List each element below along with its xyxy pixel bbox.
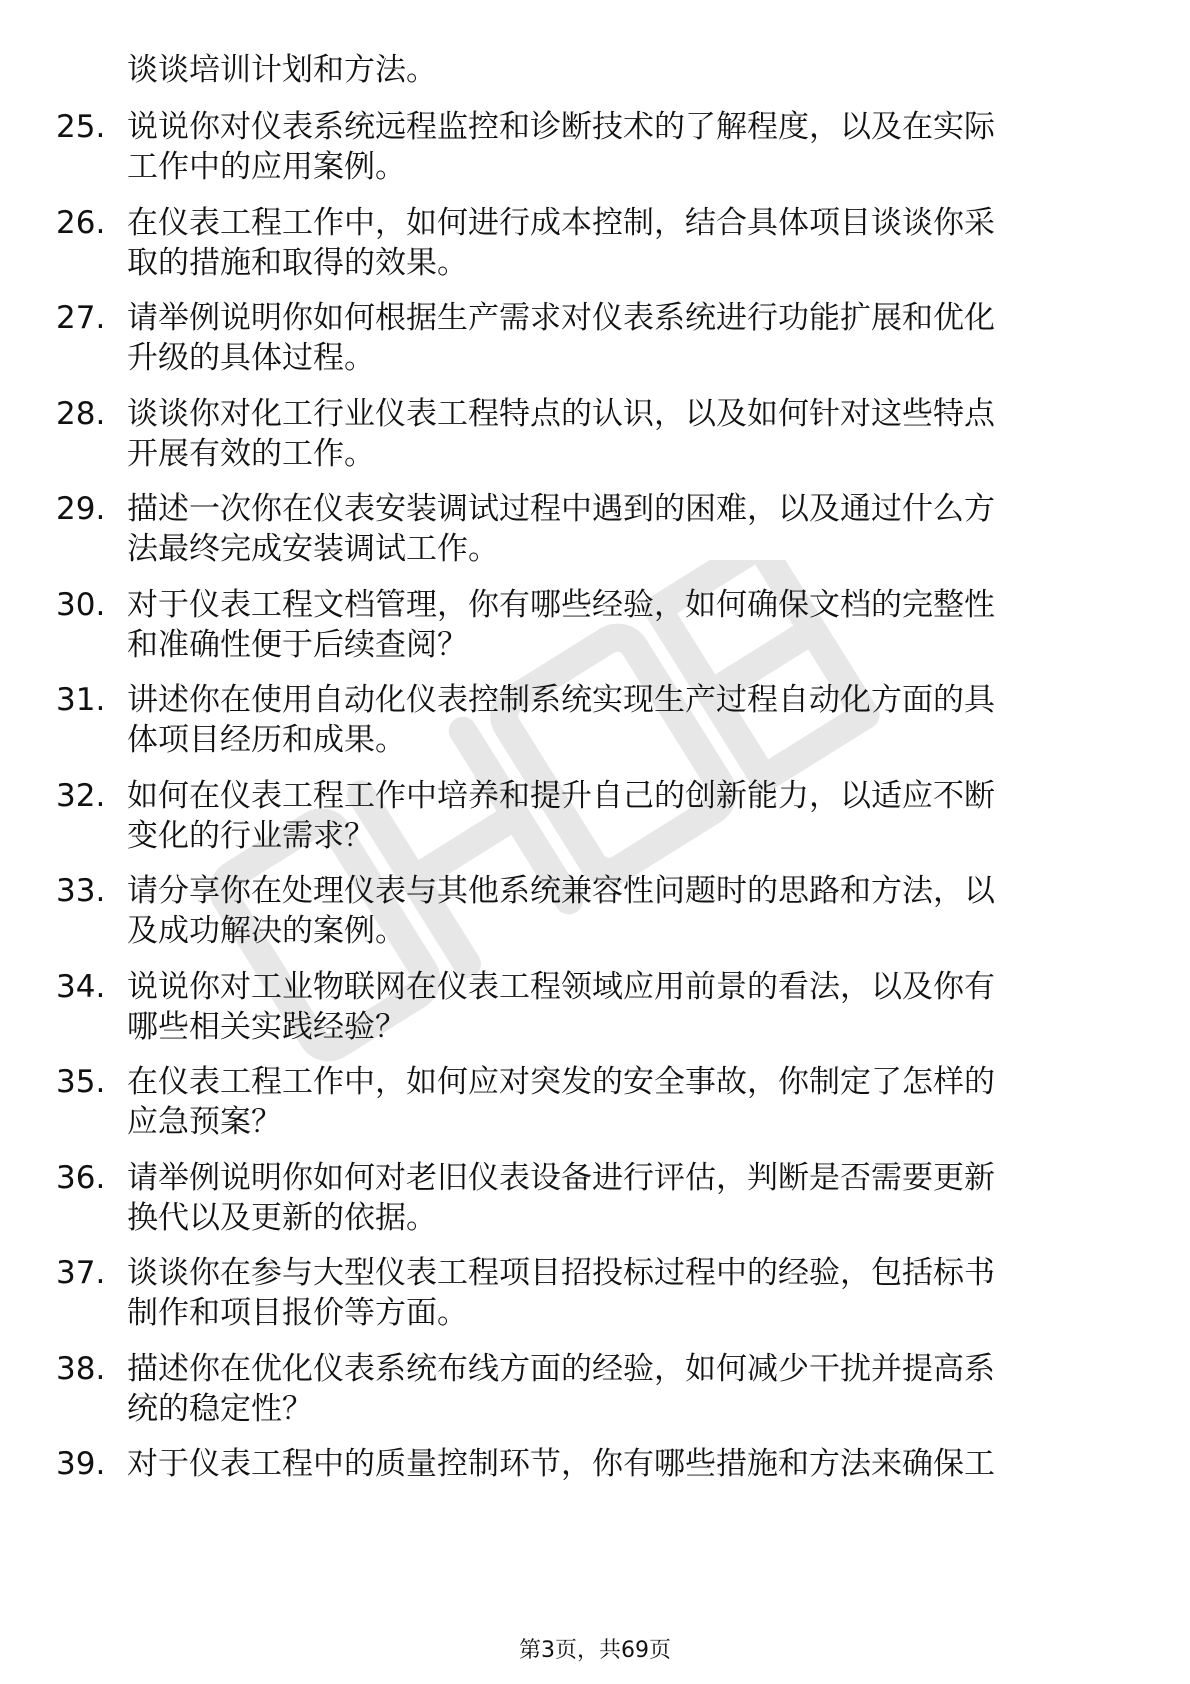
question-text [127,871,1127,951]
question-text-line: 对于仪表工程中的质量控制环节，你有哪些措施和方法来确保工 [127,1446,995,1482]
question-text [127,776,1127,856]
question-text-line: 请分享你在处理仪表与其他系统兼容性问题时的思路和方法，以 [127,873,995,909]
question-text-line: 法最终完成安装调试工作。 [127,531,499,567]
question-text [127,1253,1127,1333]
question-text-line: 说说你对仪表系统远程监控和诊断技术的了解程度，以及在实际 [127,109,995,145]
question-text-line: 统的稳定性？ [127,1391,313,1427]
question-text-line: 在仪表工程工作中，如何应对突发的安全事故，你制定了怎样的 [127,1064,995,1100]
question-item [0,1062,1190,1154]
question-item [0,1444,1190,1536]
question-number: 29. [56,491,106,527]
question-number: 34. [56,969,106,1005]
question-number: 28. [56,396,106,432]
continued-question-text: 谈谈培训计划和方法。 [127,52,437,88]
question-text-line: 应急预案？ [127,1104,282,1140]
question-text [127,298,1127,378]
question-number: 33. [56,873,106,909]
question-text [127,1158,1127,1238]
question-text [127,967,1127,1047]
question-item [0,1253,1190,1345]
question-number: 38. [56,1351,106,1387]
question-text [127,1444,1127,1484]
question-text-line: 制作和项目报价等方面。 [127,1295,468,1331]
question-text-line: 说说你对工业物联网在仪表工程领域应用前景的看法，以及你有 [127,969,995,1005]
question-text [127,107,1127,187]
question-item [0,1349,1190,1441]
question-text-line: 和准确性便于后续查阅？ [127,627,468,663]
question-text [127,1349,1127,1429]
question-text-line: 谈谈你在参与大型仪表工程项目招投标过程中的经验，包括标书 [127,1255,995,1291]
question-item [0,585,1190,677]
question-text-line: 讲述你在使用自动化仪表控制系统实现生产过程自动化方面的具 [127,682,995,718]
question-text-line: 描述你在优化仪表系统布线方面的经验，如何减少干扰并提高系 [127,1351,995,1387]
question-item [0,967,1190,1059]
question-item [0,1158,1190,1250]
question-item [0,107,1190,199]
question-text-line: 对于仪表工程文档管理，你有哪些经验，如何确保文档的完整性 [127,587,995,623]
question-item [0,776,1190,868]
question-number: 31. [56,682,106,718]
question-number: 39. [56,1446,106,1482]
question-text-line: 哪些相关实践经验？ [127,1009,406,1045]
question-number: 30. [56,587,106,623]
question-text-line: 请举例说明你如何根据生产需求对仪表系统进行功能扩展和优化 [127,300,995,336]
question-text-line: 描述一次你在仪表安装调试过程中遇到的困难，以及通过什么方 [127,491,995,527]
question-text-line: 谈谈你对化工行业仪表工程特点的认识，以及如何针对这些特点 [127,396,995,432]
question-number: 32. [56,778,106,814]
question-item [0,203,1190,295]
question-text-line: 工作中的应用案例。 [127,149,406,185]
question-number: 35. [56,1064,106,1100]
question-text-line: 升级的具体过程。 [127,340,375,376]
page-indicator: 第3页，共69页 [519,1638,671,1663]
question-text-line: 在仪表工程工作中，如何进行成本控制，结合具体项目谈谈你采 [127,205,995,241]
question-text [127,585,1127,665]
question-number: 37. [56,1255,106,1291]
question-text [127,203,1127,283]
question-text-line: 换代以及更新的依据。 [127,1200,437,1236]
question-number: 25. [56,109,106,145]
question-text-line: 体项目经历和成果。 [127,722,406,758]
question-item [0,489,1190,581]
question-item [0,394,1190,486]
question-text-line: 取的措施和取得的效果。 [127,245,468,281]
question-text [127,394,1127,474]
question-number: 27. [56,300,106,336]
question-text [127,680,1127,760]
question-text [127,1062,1127,1142]
question-text-line: 开展有效的工作。 [127,436,375,472]
question-number: 36. [56,1160,106,1196]
question-item [0,298,1190,390]
question-number: 26. [56,205,106,241]
question-text-line: 如何在仪表工程工作中培养和提升自己的创新能力，以适应不断 [127,778,995,814]
question-text-line: 变化的行业需求？ [127,818,375,854]
question-text-line: 请举例说明你如何对老旧仪表设备进行评估，判断是否需要更新 [127,1160,995,1196]
question-text [127,489,1127,569]
question-item [0,871,1190,963]
question-item [0,680,1190,772]
question-text-line: 及成功解决的案例。 [127,913,406,949]
